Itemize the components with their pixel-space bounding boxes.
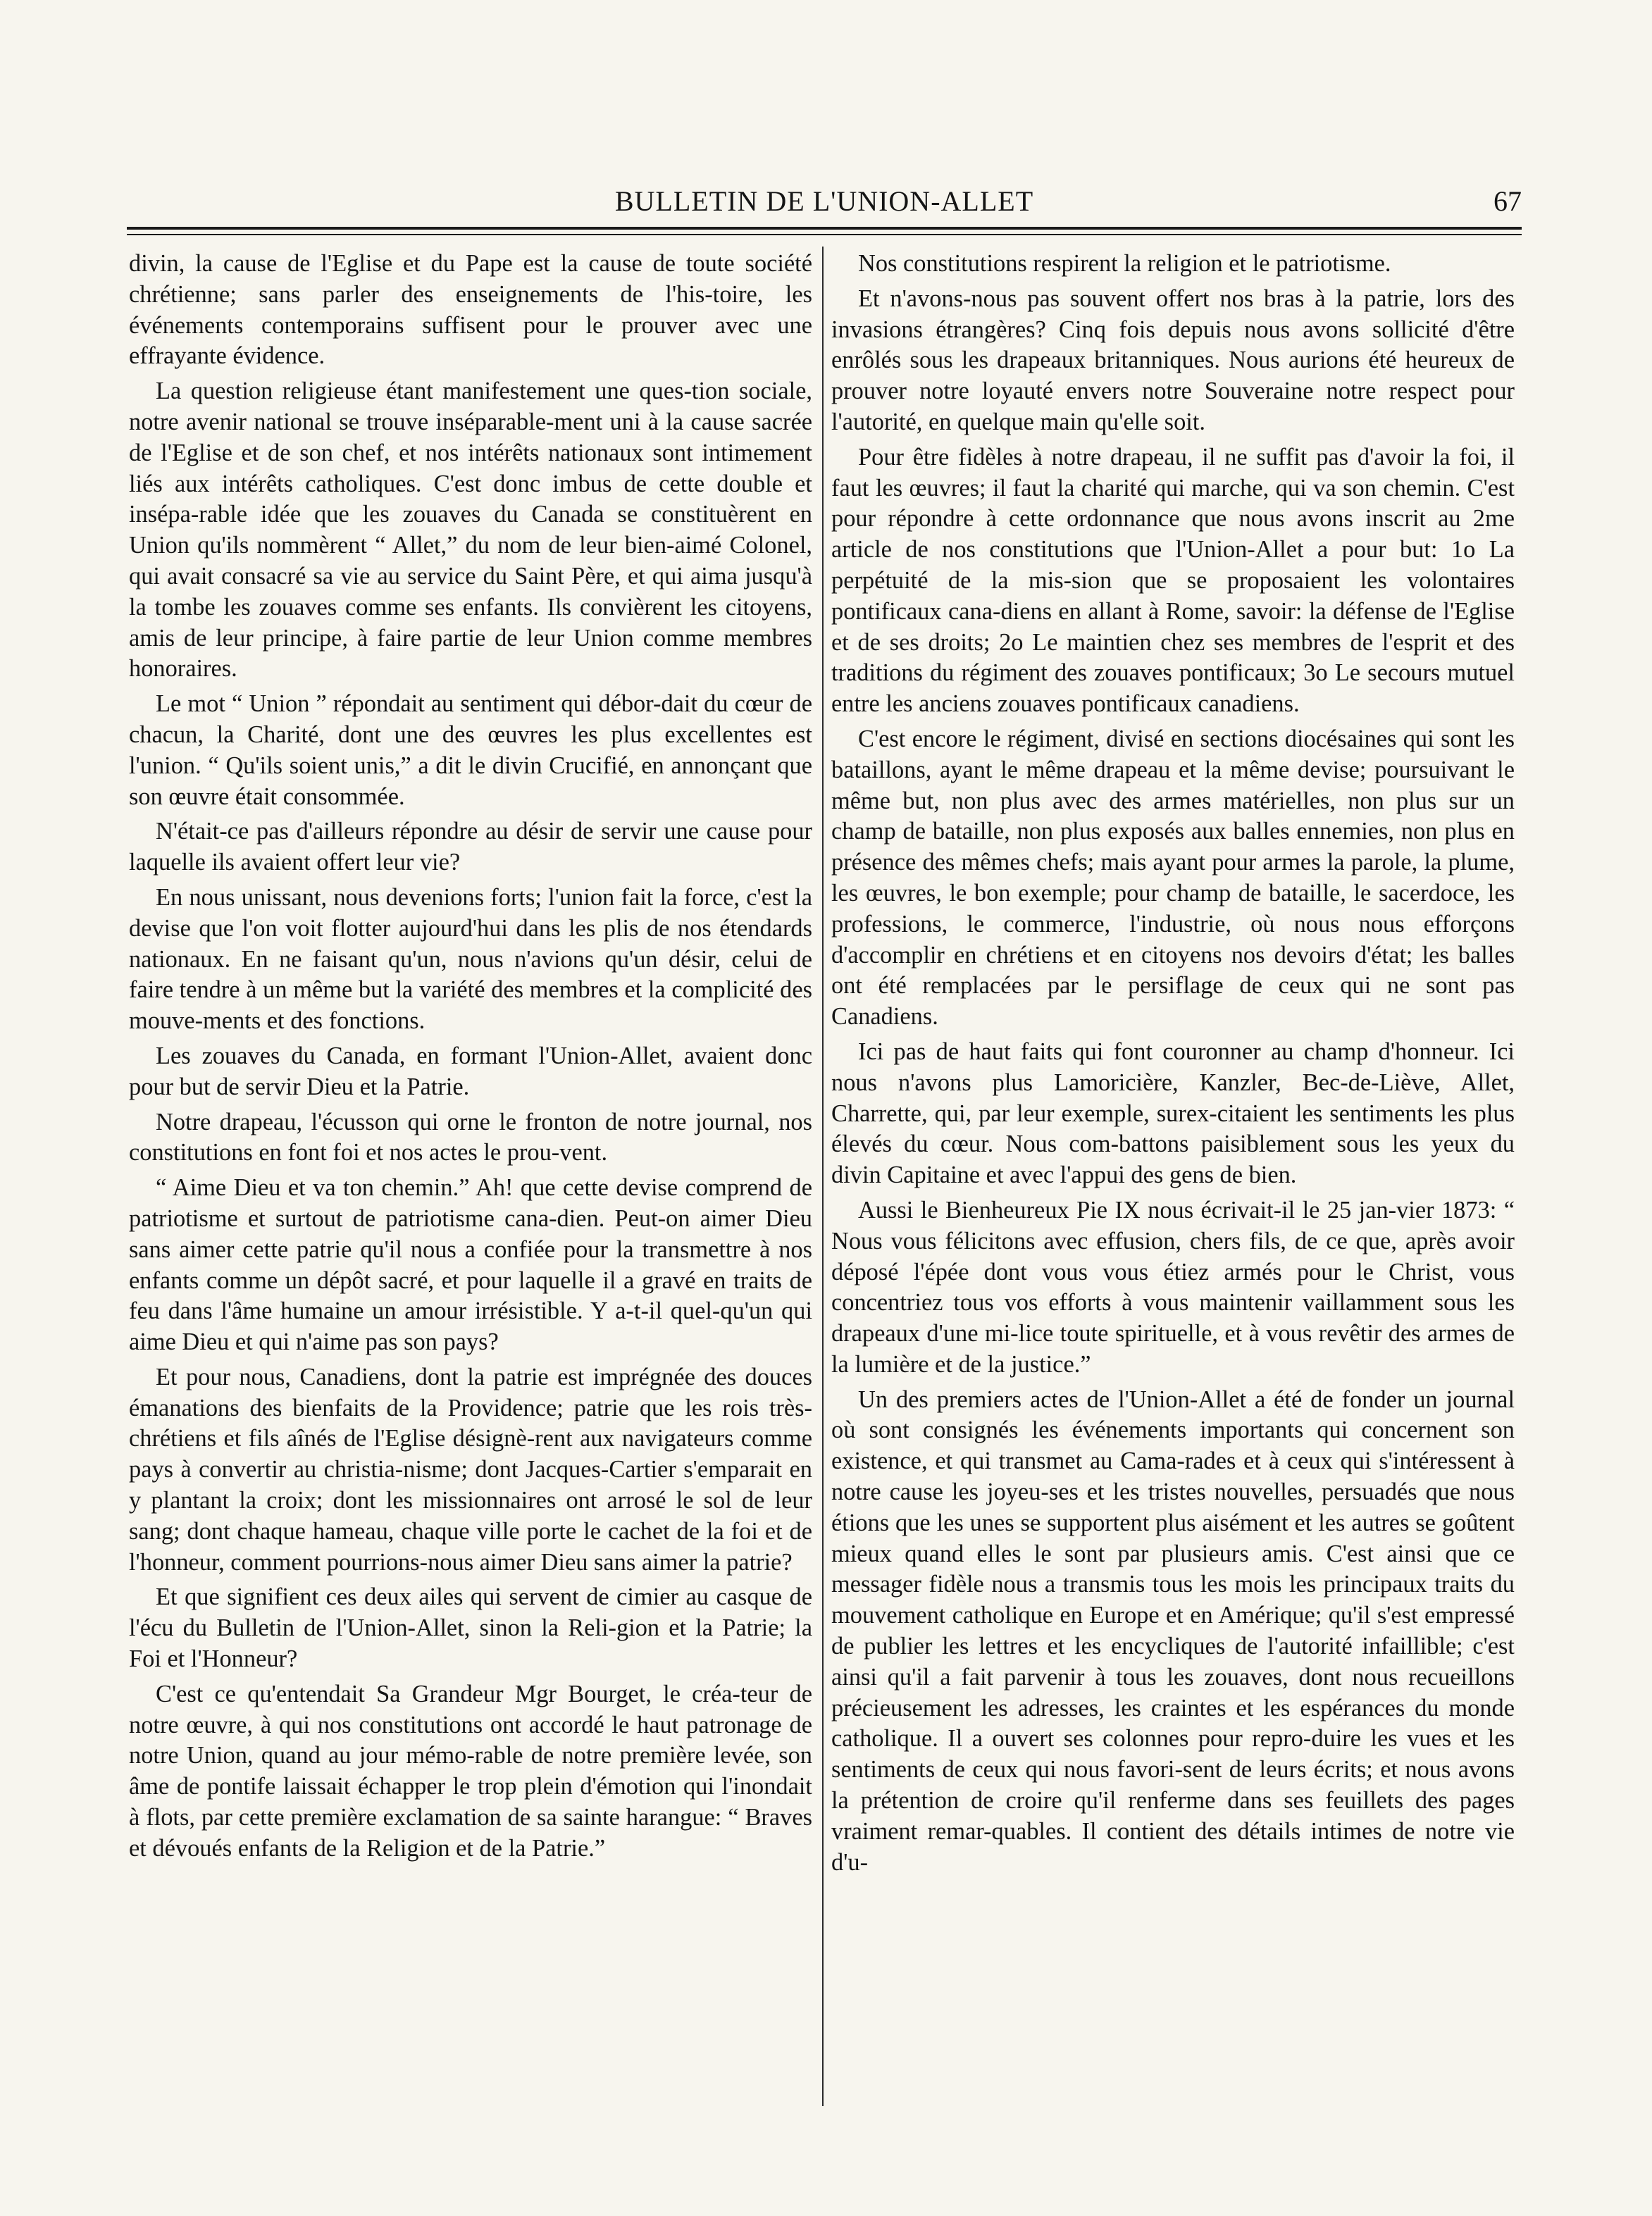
column-divider <box>822 247 824 2106</box>
paragraph: C'est ce qu'entendait Sa Grandeur Mgr Bourget, le créa-teur de notre œuvre, à qui nos constitutions ont accordé le haut patronage de notre Union, quand au jour mémo-rable de notre première levée, son âme de pontife laissait échapper le trop plein d'émotion qui l'inondait à flots, par cette première exclamation de sa sainte harangue: “ Braves et dévoués enfants de la Religion et de la Patrie.” <box>129 1680 812 1862</box>
paragraph: C'est encore le régiment, divisé en sections diocésaines qui sont les bataillons, ayant le même drapeau et la même devise; poursuivant le même but, non plus avec des armes matérielles, non plus sur un champ de bataille, non plus exposés aux balles ennemies, non plus en présence des mêmes chefs; mais ayant pour armes la parole, la plume, les œuvres, le bon exemple; pour champ de bataille, le sacerdoce, les professions, le commerce, l'industrie, où nous nous efforçons d'accomplir en chrétiens et en citoyens nos devoirs d'état; les balles ont été remplacées par le persiflage de ceux qui ne sont pas Canadiens. <box>831 725 1515 1031</box>
paragraph: Et que signifient ces deux ailes qui servent de cimier au casque de l'écu du Bulletin de l'Union-Allet, sinon la Reli-gion et la Patrie; la Foi et l'Honneur? <box>129 1583 812 1673</box>
right-column <box>831 249 1515 1882</box>
paragraph: Et n'avons-nous pas souvent offert nos bras à la patrie, lors des invasions étrangères? Cinq fois depuis nous avons sollicité d'être enrôlés sous les drapeaux britanniques. Nous aurions été heureux de prouver notre loyauté envers notre Souveraine notre respect pour l'autorité, en quelque main qu'elle soit. <box>831 285 1515 435</box>
paragraph: Aussi le Bienheureux Pie IX nous écrivait-il le 25 jan-vier 1873: “ Nous vous félicitons avec effusion, chers fils, de ce que, après avoir déposé l'épée dont vous vous étiez armés pour le Christ, vous concentriez tous vos efforts à vous maintenir vaillamment sous les drapeaux d'une mi-lice toute spirituelle, et à vous revêtir des armes de la lumière et de la justice.” <box>831 1196 1515 1378</box>
page-number: 67 <box>1493 185 1522 217</box>
paragraph: Pour être fidèles à notre drapeau, il ne suffit pas d'avoir la foi, il faut les œuvres; il faut la charité qui marche, qui va son chemin. C'est pour répondre à cette ordonnance que nous avons inscrit au 2me article de nos constitutions que l'Union-Allet a pour but: 1o La perpétuité de la mis-sion que se proposaient les volontaires pontificaux cana-diens en allant à Rome, savoir: la défense de l'Eglise et de ses droits; 2o Le maintien chez ses membres de l'esprit et des traditions du régiment des zouaves pontificaux; 3o Le secours mutuel entre les anciens zouaves pontificaux canadiens. <box>831 443 1515 718</box>
paragraph: Nos constitutions respirent la religion et le patriotisme. <box>858 250 1391 277</box>
left-column <box>129 249 812 1869</box>
paragraph: Notre drapeau, l'écusson qui orne le fronton de notre journal, nos constitutions en font foi et nos actes le prou-vent. <box>129 1108 812 1166</box>
journal-title: BULLETIN DE L'UNION-ALLET <box>614 185 1034 217</box>
paragraph: N'était-ce pas d'ailleurs répondre au désir de servir une cause pour laquelle ils avaient offert leur vie? <box>129 818 812 876</box>
paragraph: “ Aime Dieu et va ton chemin.” Ah! que cette devise comprend de patriotisme et surtout de patriotisme cana-dien. Peut-on aimer Dieu sans aimer cette patrie qu'il nous a confiée pour la transmettre à nos enfants comme un dépôt sacré, et pour laquelle il a gravé en traits de feu dans l'âme humaine un amour irrésistible. Y a-t-il quel-qu'un qui aime Dieu et qui n'aime pas son pays? <box>129 1174 812 1356</box>
paragraph: La question religieuse étant manifestement une ques-tion sociale, notre avenir national se trouve inséparable-ment uni à la cause sacrée de l'Eglise et de son chef, et nos intérêts nationaux sont intimement liés aux intérêts catholiques. C'est donc imbus de cette double et insépa-rable idée que les zouaves du Canada se constituèrent en Union qu'ils nommèrent “ Allet,” du nom de leur bien-aimé Colonel, qui avait consacré sa vie au service du Saint Père, et qui aima jusqu'à la tombe les zouaves comme ses enfants. Ils convièrent les citoyens, amis de leur principe, à faire partie de leur Union comme membres honoraires. <box>129 378 812 683</box>
header-rule-thick <box>127 227 1522 230</box>
paragraph: Ici pas de haut faits qui font couronner au champ d'honneur. Ici nous n'avons plus Lamoricière, Kanzler, Bec-de-Liève, Allet, Charrette, qui, par leur exemple, surex-citaient les sentiments les plus élevés du cœur. Nous com-battons paisiblement sous les yeux du divin Capitaine et avec l'appui des gens de bien. <box>831 1038 1515 1189</box>
running-header <box>127 185 1522 227</box>
paragraph: Les zouaves du Canada, en formant l'Union-Allet, avaient donc pour but de servir Dieu et la Patrie. <box>129 1042 812 1100</box>
paragraph: divin, la cause de l'Eglise et du Pape est la cause de toute société chrétienne; sans parler des enseignements de l'his-toire, les événements contemporains suffisent pour le prouver avec une effrayante évidence. <box>129 250 812 370</box>
paragraph: Un des premiers actes de l'Union-Allet a été de fonder un journal où sont consignés les événements importants qui concernent son existence, et qui transmet au Cama-rades et à ceux qui s'intéressent à notre cause les joyeu-ses et les tristes nouvelles, persuadés que nous étions que les unes se supportent plus aisément et les autres se goûtent mieux quand elles le sont par plusieurs amis. C'est ainsi que ce messager fidèle nous a transmis tous les mois les principaux traits du mouvement catholique en Europe et en Amérique; qu'il s'est empressé de publier les lettres et les encycliques de l'autorité infaillible; c'est ainsi qu'il a fait parvenir à tous les zouaves, dont nous recueillons précieusement les adresses, les craintes et les espérances du monde catholique. Il a ouvert ses colonnes pour repro-duire les vues et les sentiments de ceux qui nous favori-sent de leurs écrits; et nous avons la prétention de croire qu'il renferme dans ses feuillets des pages vraiment remar-quables. Il contient des détails intimes de notre vie d'u- <box>831 1386 1515 1876</box>
paragraph: En nous unissant, nous devenions forts; l'union fait la force, c'est la devise que l'on voit flotter aujourd'hui dans les plis de nos étendards nationaux. En ne faisant qu'un, nous n'avions qu'un désir, celui de faire tendre à un même but la variété des membres et la complicité des mouve-ments et des fonctions. <box>129 883 812 1035</box>
paragraph: Le mot “ Union ” répondait au sentiment qui débor-dait du cœur de chacun, la Charité, dont une des œuvres les plus excellentes est l'union. “ Qu'ils soient unis,” a dit le divin Crucifié, en annonçant que son œuvre était consommée. <box>129 690 812 810</box>
paragraph: Et pour nous, Canadiens, dont la patrie est imprégnée des douces émanations des bienfaits de la Providence; patrie que les rois très-chrétiens et fils aînés de l'Eglise désignè-rent aux navigateurs comme pays à convertir au christia-nisme; dont Jacques-Cartier s'emparait en y plantant la croix; dont les missionnaires ont arrosé le sol de leur sang; dont chaque hameau, chaque ville porte le cachet de la foi et de l'honneur, comment pourrions-nous aimer Dieu sans aimer la patrie? <box>129 1363 812 1576</box>
header-rule-thin <box>127 234 1522 235</box>
